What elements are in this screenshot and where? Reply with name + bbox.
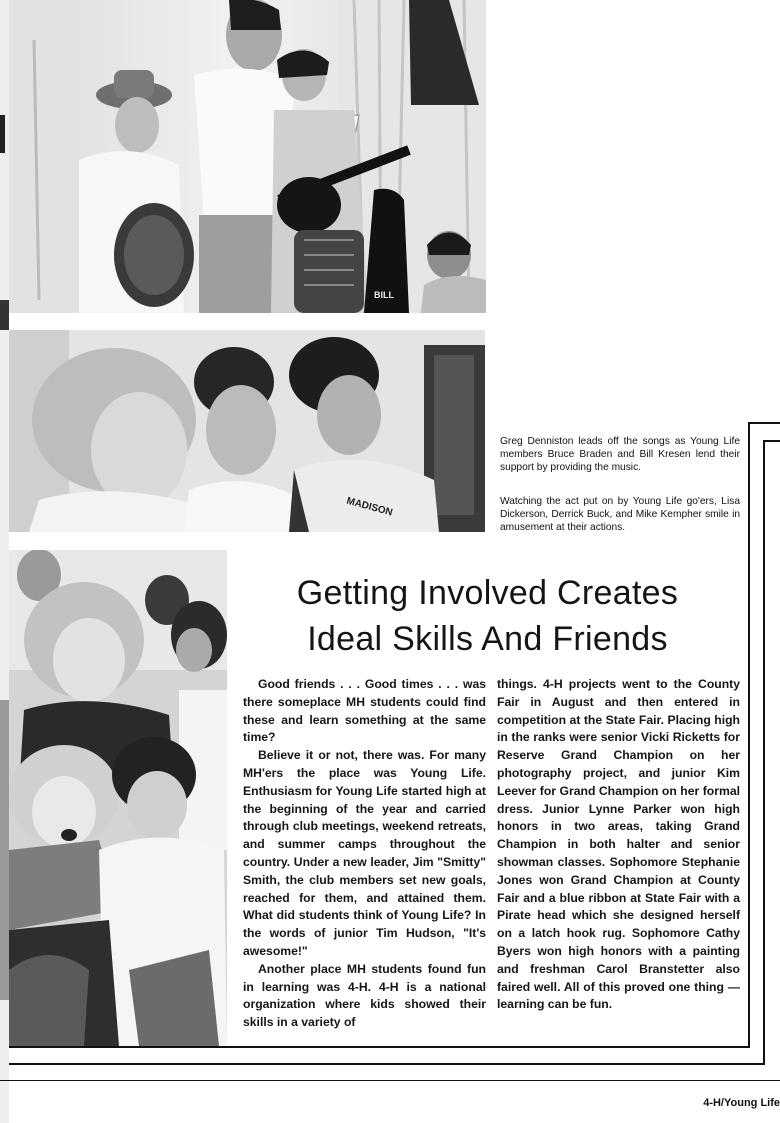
body-paragraph: things. 4-H projects went to the County Fair in August and then entered in competition at the State Fair. Placing high in the ranks were senior Vicki Ricketts for Reserve Grand Champion on her photography project, and junior Kim Leever for Grand Champion on her formal dress. Junior Lynne Parker won high honors in two areas, taking Grand Champion in both halter and senior showman classes. Sophomore Stephanie Jones won Grand Champion at County Fair and a blue ribbon at State Fair with a Pirate head which she designed herself on a latch hook rug. Sophomore Cathy Byers won high honors with a painting and freshman Carol Branstetter also faired well. All of this proved one thing — learning can be fun. <box>497 677 740 1012</box>
border-rule-right-inner <box>763 440 765 1065</box>
guitar-case-text: BILL <box>374 290 394 300</box>
border-rule-bottom-outer <box>9 1063 765 1065</box>
border-rule-right-outer <box>748 422 750 1048</box>
photo-crowd <box>9 550 227 1046</box>
border-rule-bottom-inner <box>9 1046 750 1048</box>
border-rule-top-outer <box>748 422 780 424</box>
headline-line-1: Getting Involved Creates <box>296 574 679 612</box>
border-rule-bottom-edge <box>0 1080 780 1081</box>
facing-page-edge <box>0 0 9 1123</box>
photo-caption-students: Watching the act put on by Young Life go'ers, Lisa Dickerson, Derrick Buck, and Mike Kempher smile in amusement at their actions. <box>500 496 740 533</box>
photo-caption-singers: Greg Denniston leads off the songs as Young Life members Bruce Braden and Bill Kresen lend their support by providing the music. <box>500 436 740 473</box>
headline-line-2: Ideal Skills And Friends <box>307 620 668 658</box>
body-column-1 <box>243 676 486 1032</box>
body-column-2 <box>497 676 740 1014</box>
border-rule-top-inner <box>763 440 780 442</box>
body-paragraph: Believe it or not, there was. For many MH'ers the place was Young Life. Enthusiasm for Young Life started high at the beginning of the year and carried through club meetings, weekend retreats, and summer camps throughout the country. Under a new leader, Jim "Smitty" Smith, the club members set new goals, reached for them, and attained them. What did students think of Young Life? In the words of junior Tim Hudson, "It's awesome!" <box>243 748 486 958</box>
body-paragraph: Good friends . . . Good times . . . was there someplace MH students could find these and learn something at the same time? <box>243 677 486 745</box>
photo-singers-guitars <box>9 0 486 313</box>
photo-three-students <box>9 330 485 532</box>
shirt-text: MADISON <box>345 495 394 519</box>
page-folio: 4-H/Young Life <box>703 1097 780 1109</box>
body-paragraph: Another place MH students found fun in learning was 4-H. 4-H is a national organization where kids showed their skills in a variety of <box>243 961 486 1030</box>
